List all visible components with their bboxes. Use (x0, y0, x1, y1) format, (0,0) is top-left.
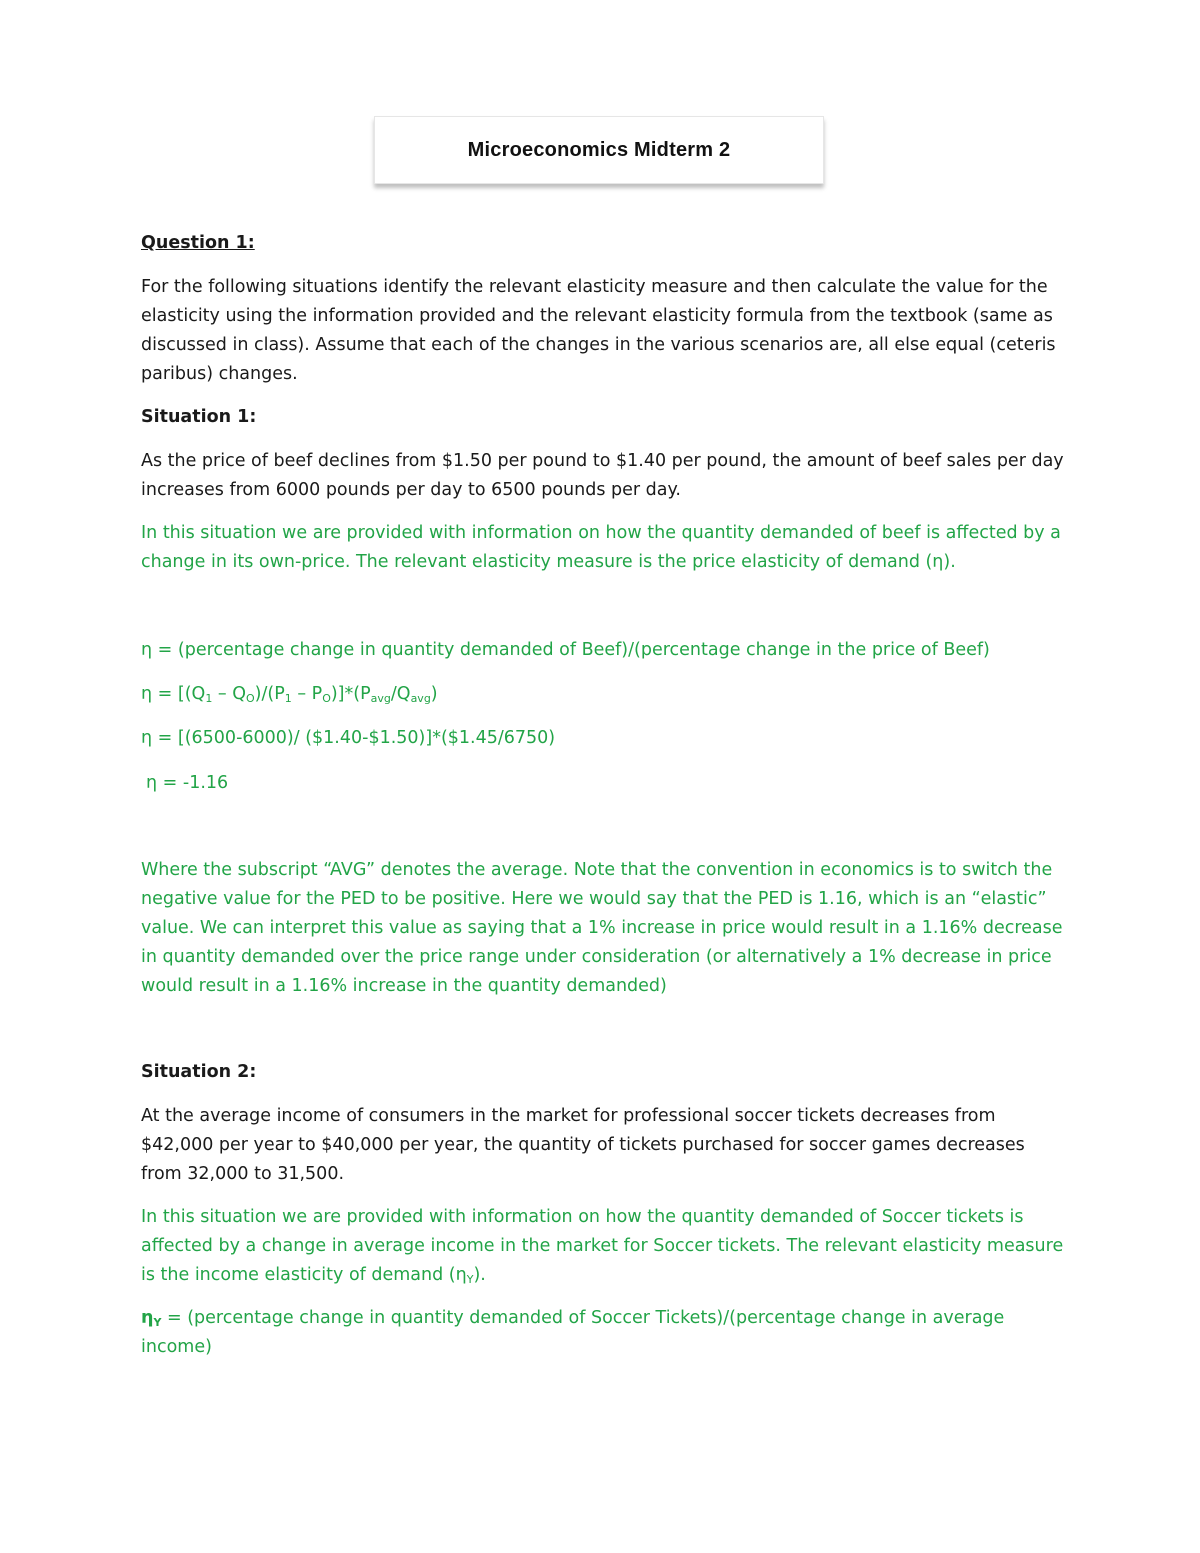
equation-text: = (percentage change in quantity demanded of Soccer Tickets)/(percentage change in average income) (141, 1308, 1005, 1357)
eq2-subscript: avg (410, 692, 431, 705)
answer-text: ). (473, 1265, 486, 1285)
eta-subscript: Y (153, 1316, 162, 1329)
situation-1-note: Where the subscript “AVG” denotes the average. Note that the convention in economics is to switch the negative value for the PED to be positive. Here we would say that the PED is 1.16, which is an “elastic” value. We can interpret this value as saying that a 1% increase in price would result in a 1.16% decrease in quantity demanded over the price range under consideration (or alternatively a 1% decrease in price would result in a 1.16% increase in the quantity demanded) (141, 860, 1063, 996)
eq2-part: )]*(P (330, 684, 371, 704)
eq2-subscript: 1 (205, 692, 213, 705)
situation-1-answer: In this situation we are provided with information on how the quantity demanded of beef is affected by a change in its own-price. The relevant elasticity measure is the price elasticity of demand (η). (141, 523, 1061, 572)
situation-2-answer (141, 1203, 1071, 1290)
eq2-subscript: avg (370, 692, 391, 705)
eq2-part: – Q (212, 684, 246, 704)
eta-symbol: η (141, 1308, 154, 1328)
document-title: Microeconomics Midterm 2 (467, 138, 731, 161)
situation-1-equation-3: η = [(6500-6000)/ ($1.40-$1.50)]*($1.45/6750) (141, 728, 556, 748)
situation-1-equation-2 (141, 680, 1071, 709)
title-box (374, 116, 824, 184)
eq2-subscript: O (245, 692, 255, 705)
eq2-part: – P (291, 684, 323, 704)
eq2-part: )/(P (254, 684, 285, 704)
situation-2-problem: At the average income of consumers in the market for professional soccer tickets decreases from $42,000 per year to $40,000 per year, the quantity of tickets purchased for soccer games decreases from 32,000 to 31,500. (141, 1106, 1025, 1184)
answer-subscript: Y (466, 1273, 474, 1286)
eq2-subscript: O (322, 692, 331, 705)
situation-1-equation-1: η = (percentage change in quantity demanded of Beef)/(percentage change in the price of Beef) (141, 640, 990, 660)
eq2-part: η = [(Q (141, 684, 206, 704)
situation-2-equation-1 (141, 1304, 1071, 1362)
question-1-intro: For the following situations identify the relevant elasticity measure and then calculate the value for the elasticity using the information provided and the relevant elasticity formula from the textbook (same as discussed in class). Assume that each of the changes in the various scenarios are, all else equal (ceteris paribus) changes. (141, 277, 1056, 384)
question-1-heading: Question 1: (141, 233, 255, 253)
eq2-part: /Q (390, 684, 411, 704)
situation-1-problem: As the price of beef declines from $1.50 per pound to $1.40 per pound, the amount of beef sales per day increases from 6000 pounds per day to 6500 pounds per day. (141, 451, 1064, 500)
eq2-subscript: 1 (284, 692, 292, 705)
situation-1-heading: Situation 1: (141, 407, 257, 427)
answer-text: In this situation we are provided with information on how the quantity demanded of Soccer tickets is affected by a change in average income in the market for Soccer tickets. The relevant elasticity measure is the income elasticity of demand (η (141, 1207, 1064, 1285)
situation-2-heading: Situation 2: (141, 1062, 257, 1082)
situation-1-result: η = -1.16 (146, 773, 229, 793)
eq2-part: ) (430, 684, 438, 704)
